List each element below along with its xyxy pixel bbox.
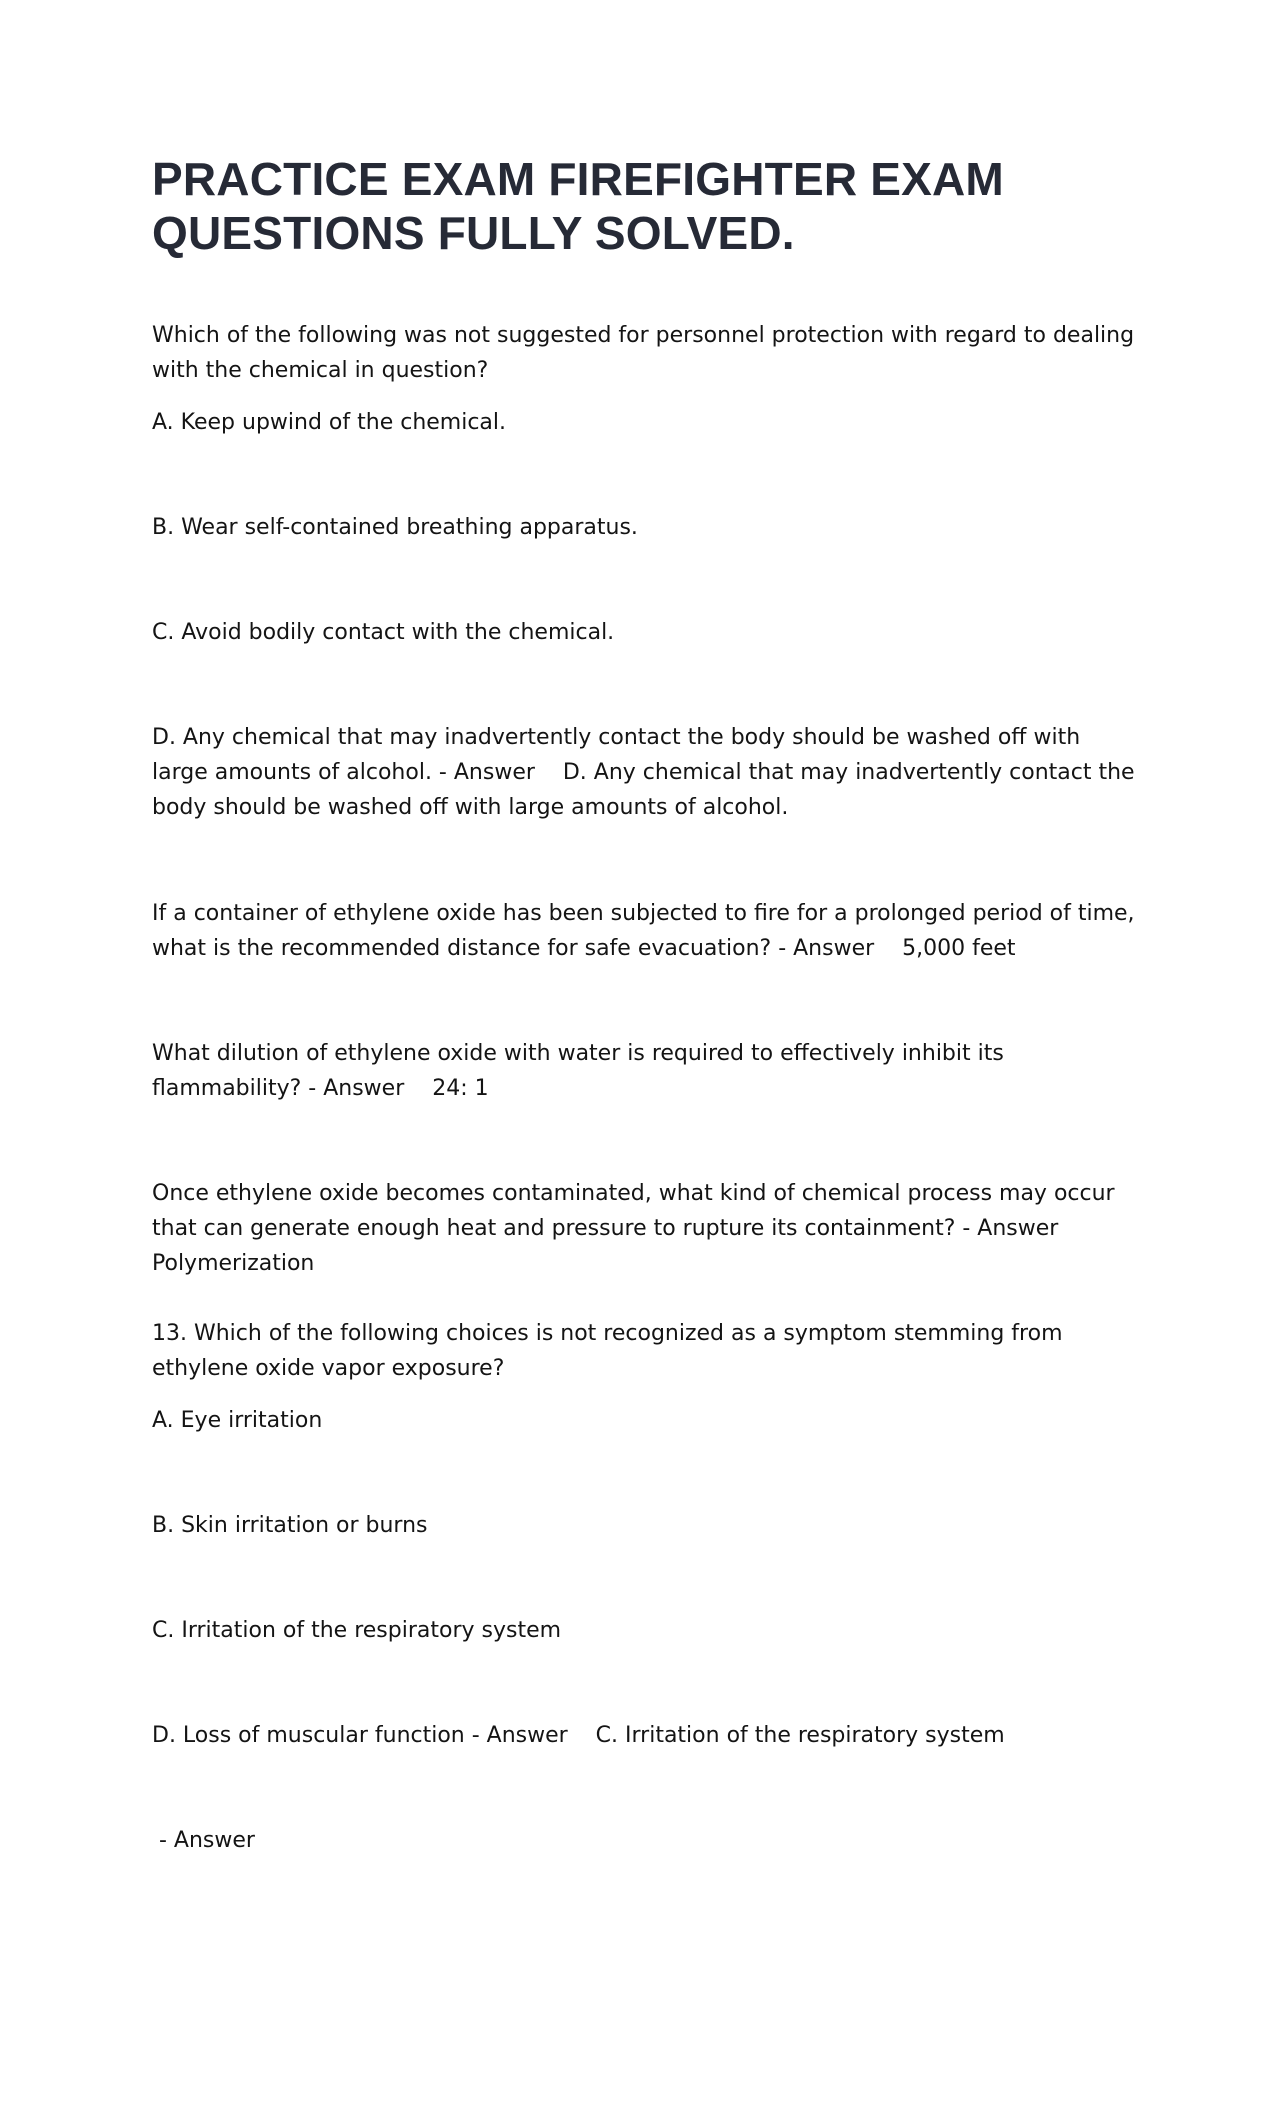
question-4-with-answer: Once ethylene oxide becomes contaminated, what kind of chemical process may occur that can generate enough heat and pressure to rupture its containment? - Answer Polymerization — [152, 1181, 1122, 1276]
question-13-option-d-answer: D. Loss of muscular function - Answer C. Irritation of the respiratory system — [152, 1723, 1005, 1748]
question-13-text: 13. Which of the following choices is not recognized as a symptom stemming from ethylene oxide vapor exposure? — [152, 1321, 1063, 1381]
question-1-option-b: B. Wear self-contained breathing apparatus. — [152, 515, 638, 540]
question-1-text: Which of the following was not suggested for personnel protection with regard to dealing with the chemical in question? — [152, 323, 1135, 383]
question-13-option-a: A. Eye irritation — [152, 1408, 323, 1433]
document-title: PRACTICE EXAM FIREFIGHTER EXAM QUESTIONS FULLY SOLVED. — [152, 153, 1004, 259]
trailing-answer: - Answer — [152, 1828, 255, 1853]
question-1-option-d-answer: D. Any chemical that may inadvertently contact the body should be washed off with large amounts of alcohol. - Answer D. Any chemical that may inadvertently contact the body should be washed off with large amounts of alcohol. — [152, 725, 1142, 820]
question-1-option-c: C. Avoid bodily contact with the chemical. — [152, 620, 615, 645]
question-13-option-c: C. Irritation of the respiratory system — [152, 1618, 562, 1643]
question-2-with-answer: If a container of ethylene oxide has been subjected to fire for a prolonged period of time, what is the recommended distance for safe evacuation? - Answer 5,000 feet — [152, 901, 1142, 961]
question-3-with-answer: What dilution of ethylene oxide with water is required to effectively inhibit its flammability? - Answer 24: 1 — [152, 1041, 1011, 1101]
question-1-option-a: A. Keep upwind of the chemical. — [152, 410, 507, 435]
question-13-option-b: B. Skin irritation or burns — [152, 1513, 428, 1538]
